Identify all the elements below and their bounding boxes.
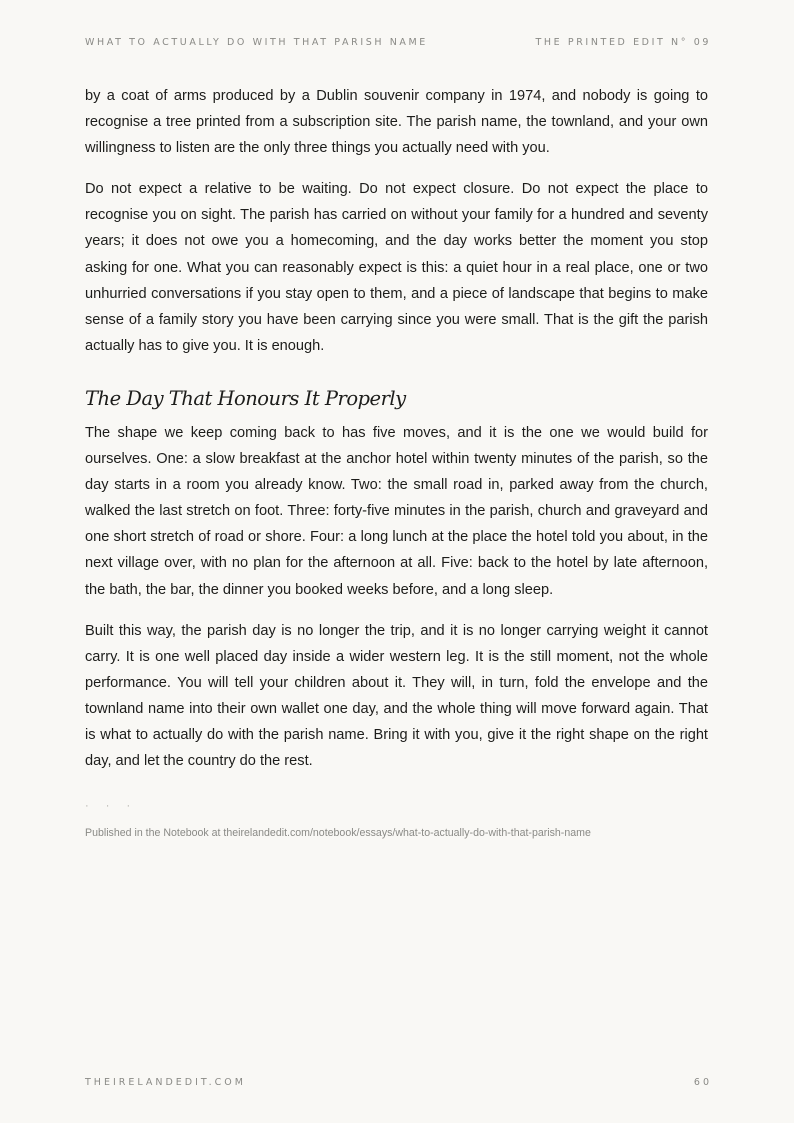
- footer-site-name: THEIRELANDEDIT.COM: [85, 1077, 246, 1088]
- running-header-title: WHAT TO ACTUALLY DO WITH THAT PARISH NAME: [85, 37, 428, 48]
- running-header-issue: THE PRINTED EDIT N° 09: [535, 37, 711, 48]
- body-paragraph: The shape we keep coming back to has five moves, and it is the one we would build for ourselves. One: a slow breakfast at the anchor hotel within twenty minutes of the parish, so the day starts in a room you already know. Two: the small road in, parked away from the church, walked the last stretch on foot. Three: forty-five minutes in the parish, church and graveyard and one short stretch of road or shore. Four: a long lunch at the place the hotel told you about, in the next village over, with no plan for the afternoon at all. Five: back to the hotel by late afternoon, the bath, the bar, the dinner you booked weeks before, and a long sleep.: [85, 424, 708, 598]
- body-paragraph: Do not expect a relative to be waiting. Do not expect closure. Do not expect the place to recognise you on sight. The parish has carried on without your family for a hundred and seventy years; it does not owe you a homecoming, and the day works better the moment you stop asking for one. What you can reasonably expect is this: a quiet hour in a real place, one or two unhurried conversations if you stay open to them, and a piece of landscape that begins to make sense of a family story you have been carrying since you were small. That is the gift the parish actually has to give you. It is enough.: [85, 181, 708, 354]
- section-heading: The Day That Honours It Properly: [85, 386, 406, 410]
- article-body: [85, 83, 708, 840]
- body-paragraph: Built this way, the parish day is no longer the trip, and it is no longer carrying weight it cannot carry. It is one well placed day inside a wider western leg. It is the still moment, not the whole performance. You will tell your children about it. They will, in turn, fold the envelope and the townland name into their own wallet one day, and the whole thing will move forward again. That is what to actually do with the parish name. Bring it with you, give it the right shape on the right day, and let the country do the rest.: [85, 622, 708, 770]
- publication-url-link[interactable]: theirelandedit.com/notebook/essays/what-to-actually-do-with-that-parish-name: [223, 827, 591, 840]
- body-paragraph: by a coat of arms produced by a Dublin souvenir company in 1974, and nobody is going to recognise a tree printed from a subscription site. The parish name, the townland, and your own willingness to listen are the only three things you actually need with you.: [85, 88, 708, 157]
- publication-note-prefix: Published in the Notebook at: [85, 827, 224, 840]
- section-end-ornament: · · ·: [85, 800, 138, 813]
- publication-note: [85, 826, 708, 840]
- page-number: 60: [693, 1077, 712, 1088]
- page-footer: [85, 1077, 712, 1091]
- running-header: [85, 37, 709, 51]
